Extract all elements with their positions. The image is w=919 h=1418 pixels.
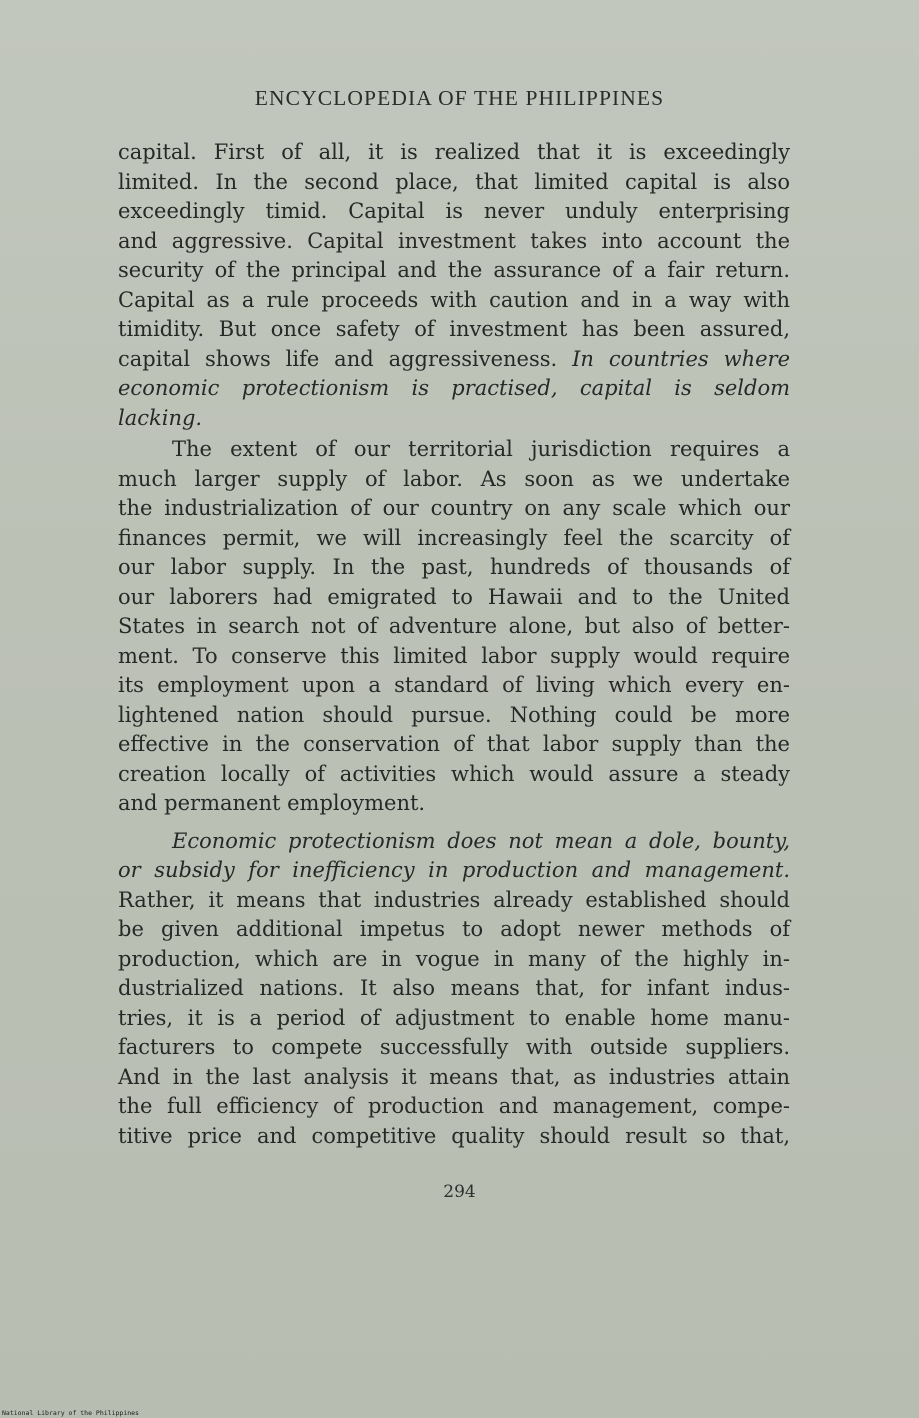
text-line: and aggressive. Capital investment takes into account the (118, 228, 790, 253)
text-line: timidity. But once safety of investment has been assured, (118, 317, 790, 341)
text-line: tries, it is a period of adjustment to enable home manu- (118, 1005, 790, 1030)
body-text (118, 138, 790, 1151)
text-line: ment. To conserve this limited labor supply would require (118, 643, 790, 668)
text-line: effective in the conservation of that labor supply than the (118, 732, 790, 756)
text-line: our labor supply. In the past, hundreds of thousands of (118, 555, 790, 579)
text-line (118, 404, 790, 434)
text-line: lightened nation should pursue. Nothing could be more (118, 702, 790, 727)
text-line: titive price and competitive quality should result so that, (118, 1123, 790, 1148)
text-line: be given additional impetus to adopt newer methods of (118, 917, 790, 941)
running-header: ENCYCLOPEDIA OF THE PHILIPPINES (254, 86, 665, 110)
page-number: 294 (443, 1182, 476, 1202)
text-line: finances permit, we will increasingly feel the scarcity of (118, 525, 790, 550)
text-line: and permanent employment. (118, 791, 426, 815)
text-line: Rather, it means that industries already established should (118, 887, 790, 912)
paragraph-3 (118, 827, 790, 1152)
text-line: much larger supply of labor. As soon as we undertake (118, 466, 790, 491)
text-line: security of the principal and the assurance of a fair return. (118, 258, 790, 282)
italic-segment: Economic protectionism does not mean a dole, bounty, (172, 828, 790, 853)
text-line: Capital as a rule proceeds with caution and in a way with (118, 287, 790, 312)
text-line: exceedingly timid. Capital is never unduly enterprising (118, 199, 790, 223)
text-line: the full efficiency of production and management, compe- (118, 1094, 790, 1118)
italic-segment: In countries where (572, 346, 790, 371)
text-line: the industrialization of our country on any scale which our (118, 496, 790, 520)
text-line (118, 374, 790, 404)
text-line (118, 345, 790, 375)
text-line: creation locally of activities which would assure a steady (118, 761, 790, 786)
text-line: our laborers had emigrated to Hawaii and to the United (118, 584, 790, 609)
text-line: And in the last analysis it means that, as industries attain (118, 1064, 790, 1089)
text-line (118, 827, 790, 857)
text-line: its employment upon a standard of living which every en- (118, 673, 790, 697)
text-line (118, 856, 790, 886)
italic-segment: economic protectionism is practised, capital is seldom (118, 376, 790, 400)
italic-segment: or subsidy for inefficiency in production and management. (118, 858, 790, 882)
text-line: facturers to compete successfully with outside suppliers. (118, 1035, 790, 1059)
text-line: States in search not of adventure alone, but also of better- (118, 614, 790, 638)
text-line: The extent of our territorial jurisdiction requires a (172, 437, 790, 461)
library-credit: National Library of the Philippines (2, 1409, 139, 1417)
text-segment: capital shows life and aggressiveness. (118, 346, 558, 371)
paragraph-2 (118, 435, 790, 819)
text-line: capital. First of all, it is realized that it is exceedingly (118, 140, 790, 164)
paragraph-1 (118, 138, 790, 433)
italic-segment: lacking. (118, 405, 203, 430)
text-line: dustrialized nations. It also means that, for infant indus- (118, 976, 790, 1000)
text-line: production, which are in vogue in many of the highly in- (118, 946, 790, 971)
text-line: limited. In the second place, that limited capital is also (118, 169, 790, 194)
